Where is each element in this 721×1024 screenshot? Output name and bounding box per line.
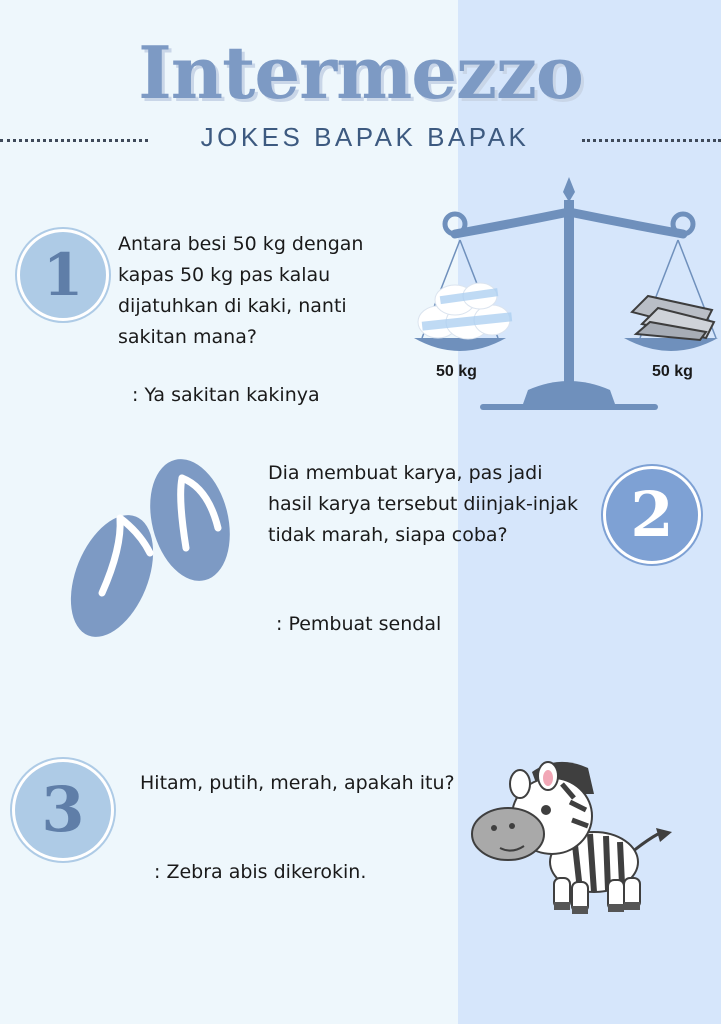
right-weight-label: 50 kg — [652, 363, 693, 380]
cotton-balls-icon — [418, 283, 512, 339]
page-subtitle: JOKES BAPAK BAPAK — [200, 122, 530, 152]
dotted-divider-right — [582, 139, 721, 142]
page-title: Intermezzo — [138, 30, 583, 115]
joke-answer-3: : Zebra abis dikerokin. — [154, 861, 367, 883]
joke-answer-2: : Pembuat sendal — [276, 613, 442, 635]
left-weight-label: 50 kg — [436, 363, 477, 380]
subtitle-row — [0, 122, 721, 158]
dotted-divider-left — [0, 139, 148, 142]
joke-question-2: Dia membuat karya, pas jadi hasil karya tersebut diinjak-injak tidak marah, siapa coba? — [268, 462, 579, 546]
joke-number-3: 3 — [12, 759, 114, 861]
flip-flops-icon — [50, 458, 240, 640]
joke-number-2: 2 — [603, 466, 701, 564]
zebra-icon — [462, 754, 678, 926]
joke-question-3: Hitam, putih, merah, apakah itu? — [140, 772, 455, 794]
joke-number-1: 1 — [17, 229, 109, 321]
joke-question-1: Antara besi 50 kg dengan kapas 50 kg pas kalau dijatuhkan di kaki, nanti sakitan mana? — [118, 233, 364, 348]
joke-answer-1: : Ya sakitan kakinya — [132, 384, 320, 406]
